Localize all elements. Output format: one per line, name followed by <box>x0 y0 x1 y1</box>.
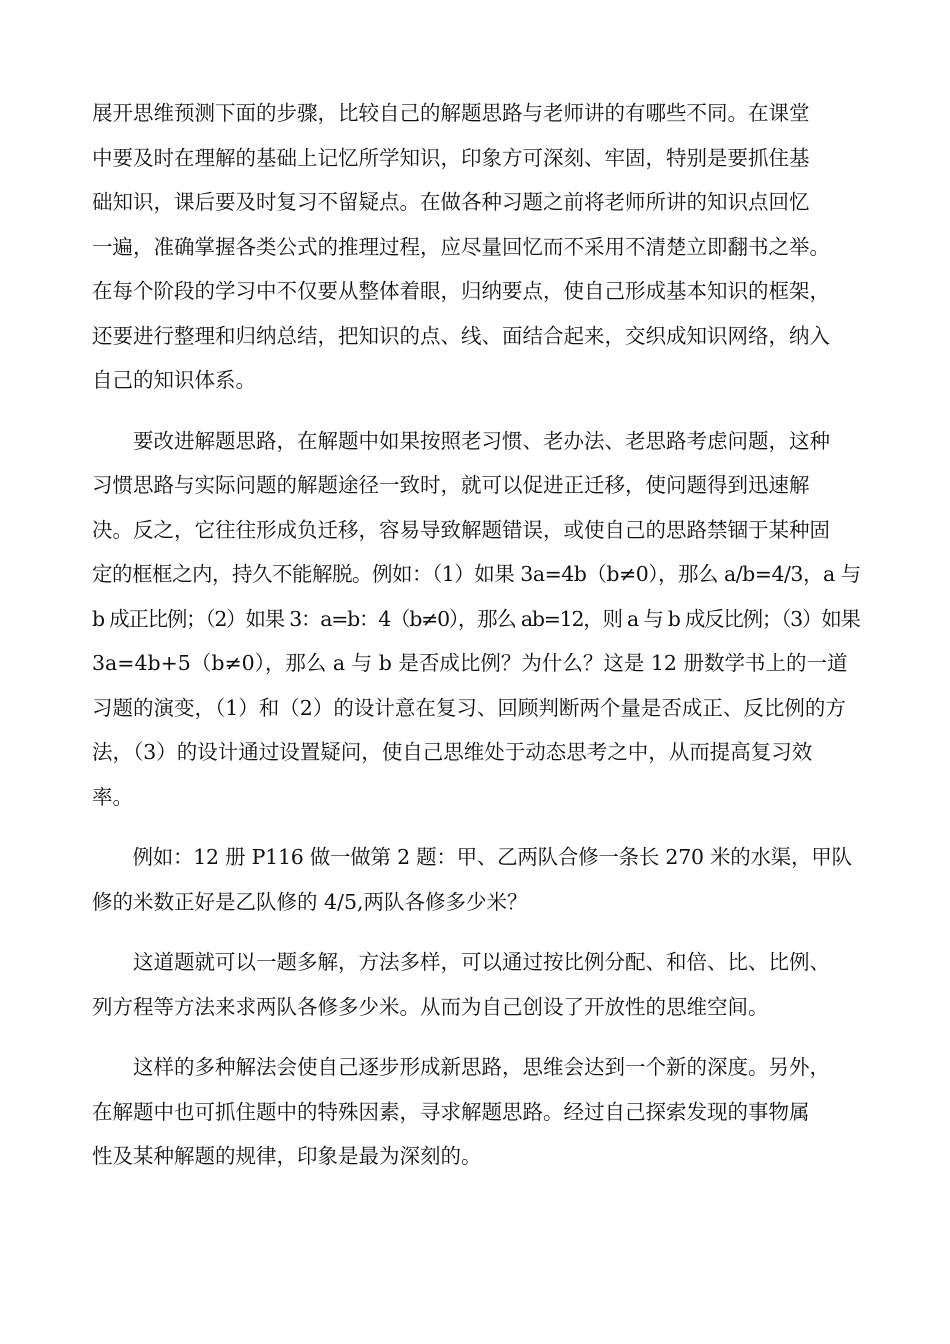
text-line: 础知识，课后要及时复习不留疑点。在做各种习题之前将老师所讲的知识点回忆 <box>92 190 810 214</box>
paragraph-study-habits <box>92 91 862 403</box>
document-body <box>92 91 862 1179</box>
text-line: 性及某种解题的规律，印象是最为深刻的。 <box>92 1144 482 1168</box>
text-line: 修的米数正好是乙队修的 4/5,两队各修多少米？ <box>92 889 528 914</box>
paragraph-spacer <box>92 1029 862 1045</box>
text-line: 还要进行整理和归纳总结，把知识的点、线、面结合起来，交织成知识网络，纳入 <box>92 323 830 348</box>
paragraph-spacer <box>92 819 862 835</box>
text-line: 这道题就可以一题多解，方法多样，可以通过按比例分配、和倍、比、比例、 <box>92 950 830 974</box>
text-line: 习题的演变，（1）和（2）的设计意在复习、回顾判断两个量是否成正、反比例的方 <box>92 695 846 720</box>
text-line: 一遍，准确掌握各类公式的推理过程，应尽量回忆而不采用不清楚立即翻书之举。 <box>92 234 830 259</box>
text-line: b 成正比例；（2）如果 3：a=b：4（b≠0），那么 ab=12，则 a 与 b 成反比例；（3）如果 <box>92 606 860 631</box>
paragraph-example <box>92 835 862 924</box>
text-line: 列方程等方法来求两队各修多少米。从而为自己创设了开放性的思维空间。 <box>92 994 769 1019</box>
text-line: 在每个阶段的学习中不仅要从整体着眼，归纳要点，使自己形成基本知识的框架， <box>92 279 830 303</box>
paragraph-spacer <box>92 924 862 940</box>
text-line: 决。反之，它往往形成负迁移，容易导致解题错误，或使自己的思路禁锢于某种固 <box>92 517 830 542</box>
text-line: 中要及时在理解的基础上记忆所学知识，印象方可深刻、牢固，特别是要抓住基 <box>92 145 810 170</box>
text-line: 要改进解题思路，在解题中如果按照老习惯、老办法、老思路考虑问题，这种 <box>92 428 830 453</box>
text-line: 例如：12 册 P116 做一做第 2 题：甲、乙两队合修一条长 270 米的水渠，甲队 <box>92 845 852 869</box>
text-line: 定的框框之内，持久不能解脱。例如：（1）如果 3a=4b（b≠0），那么 a/b=4/3，a 与 <box>92 562 861 586</box>
paragraph-spacer <box>92 403 862 419</box>
paragraph-conclusion <box>92 1045 862 1179</box>
text-line: 这样的多种解法会使自己逐步形成新思路，思维会达到一个新的深度。另外， <box>92 1055 830 1079</box>
paragraph-multiple-solutions <box>92 940 862 1029</box>
text-line: 在解题中也可抓住题中的特殊因素，寻求解题思路。经过自己探索发现的事物属 <box>92 1099 810 1124</box>
paragraph-improve-thinking <box>92 419 862 820</box>
text-line: 率。 <box>92 784 133 809</box>
text-line: 3a=4b+5（b≠0），那么 a 与 b 是否成比例？为什么？这是 12 册数学书上的一道 <box>92 651 848 675</box>
text-line: 展开思维预测下面的步骤，比较自己的解题思路与老师讲的有哪些不同。在课堂 <box>92 101 810 125</box>
text-line: 自己的知识体系。 <box>92 368 256 392</box>
text-line: 法，（3）的设计通过设置疑问，使自己思维处于动态思考之中，从而提高复习效 <box>92 740 813 764</box>
text-line: 习惯思路与实际问题的解题途径一致时，就可以促进正迁移，使问题得到迅速解 <box>92 473 810 497</box>
